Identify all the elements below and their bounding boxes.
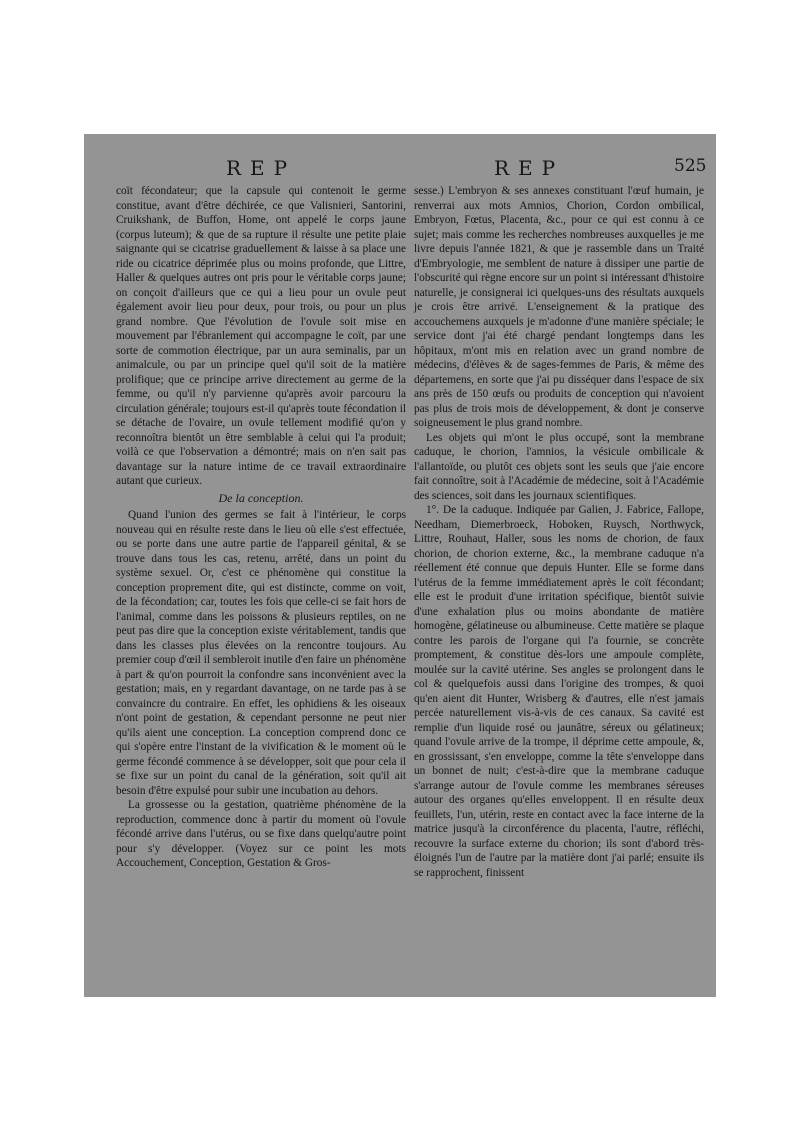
scanned-page (84, 134, 716, 997)
right-column (414, 184, 704, 880)
left-paragraph-1: coït fécondateur; que la capsule qui contenoit le germe constitue, avant d'être déchirée, ce que Valisnieri, Santorini, Cruikshank, de Buffon, Home, ont appelé le corps jaune (corpus luteum); & que de sa rupture il résulte une petite plaie saignante qui se cicatrise graduellement & laisse à sa place une ride ou cicatrice déprimée plus ou moins profonde, que Littre, Haller & quelques autres ont pris pour le véritable corps jaune; on conçoit d'ailleurs que ce qui a lieu pour un ovule peut également avoir lieu pour deux, pour trois, ou pour un plus grand nombre. Que l'évolution de l'ovule soit mise en mouvement par l'ébranlement qui accompagne le coït, par une sorte de commotion électrique, par un aura seminalis, par un animalcule, ou par un principe quel qu'il soit de la matière prolifique; que ce principe arrive directement au germe de la femme, ou qu'il n'y parvienne qu'après avoir parcouru la circulation générale; toujours est-il qu'après toute fécondation il se détache de l'ovaire, un ovule tellement modifié qu'on y reconnoîtra bientôt un être semblable à celui qui l'a produit; voilà ce que l'observation a démontré; mais on n'en sait pas davantage sur la nature intime de ce travail extraordinaire autant que curieux. (116, 185, 406, 487)
left-paragraph-2: Quand l'union des germes se fait à l'intérieur, le corps nouveau qui en résulte reste dans le lieu où elle s'est effectuée, ou se porte dans une autre partie de l'appareil génital, & se trouve dans tous les cas, retenu, arrêté, dans un point du système sexuel. Or, c'est ce phénomène qui constitue la conception proprement dite, qui est distincte, comme on voit, de la fécondation; car, toutes les fois que celle-ci se fait hors de l'animal, comme dans les poissons & plusieurs reptiles, on ne peut pas dire que la conception existe véritablement, tandis que dans les classes plus élevées on la rencontre toujours. Au premier coup d'œil il sembleroit inutile d'en faire un phénomène à part & qu'on pourroit la confondre sans inconvénient avec la gestation; mais, en y regardant davantage, on ne tarde pas à se convaincre du contraire. En effet, les ophidiens & les oiseaux n'ont point de gestation, & cependant personne ne peut nier qu'ils aient une conception. La conception comprend donc ce qui s'opère entre l'instant de la vivification & le moment où le germe fécondé commence à se développer, soit que pour cela il se fixe sur un point du canal de la génération, soit qu'il ait besoin d'être expulsé pour subir une incubation au dehors. (116, 509, 406, 797)
right-paragraph-1: sesse.) L'embryon & ses annexes constituant l'œuf humain, je renverrai aux mots Amnios, Chorion, Cordon ombilical, Embryon, Fœtus, Placenta, &c., pour ce qui est connu à ce sujet; mais comme les recherches nombreuses auxquelles je me livre depuis l'année 1821, & que je rassemble dans un Traité d'Embryologie, me semblent de nature à dissiper une partie de l'obscurité qui règne encore sur un point si intéressant d'histoire naturelle, je consignerai ici quelques-uns des résultats auxquels je crois être arrivé. L'enseignement & la pratique des accouchemens auxquels je m'adonne d'une manière spéciale; le service dont j'ai été chargé pendant longtemps dans les hôpitaux, m'ont mis en relation avec un grand nombre de médecins, d'élèves & de sages-femmes de Paris, & même des départemens, en sorte que j'ai pu disséquer dans l'espace de six ans près de 150 œufs ou produits de conception qui n'avoient pas plus de trois mois de développement, & dont je conserve soigneusement le plus grand nombre. (414, 185, 704, 429)
page-number: 525 (674, 156, 707, 176)
right-paragraph-2: Les objets qui m'ont le plus occupé, sont la membrane caduque, le chorion, l'amnios, la vésicule ombilicale & l'allantoïde, ou plutôt ces objets sont les seuls que j'aie encore fait connoître, soit à l'Académie de médecine, soit à l'Académie des sciences, soit dans les journaux scientifiques. (414, 431, 704, 502)
left-running-head: REP (226, 156, 297, 180)
left-column (116, 184, 406, 871)
right-paragraph-3: 1°. De la caduque. Indiquée par Galien, J. Fabrice, Fallope, Needham, Diemerbroeck, Hoboken, Ruysch, Northwyck, Littre, Rouhaut, Haller, sous les noms de chorion, de faux chorion, de chorion externe, &c., la membrane caduque n'a réellement été connue que depuis Hunter. Elle se forme dans l'utérus de la femme immédiatement après le coït fécondant; elle est le produit d'une irritation spécifique, bientôt suivie d'une exhalation plus ou moins abondante de matière homogène, gélatineuse ou albumineuse. Cette matière se plaque contre les parois de l'organe qui l'a fournie, se concrète promptement, & constitue dès-lors une ampoule complète, moulée sur la cavité utérine. Ses angles se prolongent dans le col & quelquefois aussi dans l'origine des trompes, & quoi qu'en aient dit Hunter, Wrisberg & d'autres, elle n'est jamais percée naturellement vis-à-vis de ces canaux. Sa cavité est remplie d'un liquide rosé ou jaunâtre, séreux ou gélatineux; quand l'ovule arrive de la trompe, il déprime cette ampoule, &, en grossissant, s'en enveloppe, comme la tête s'enveloppe dans un bonnet de nuit; c'est-à-dire que la membrane caduque s'arrange autour de l'ovule comme les membranes séreuses autour des organes qu'elles enveloppent. Il en résulte deux feuillets, l'un, utérin, reste en contact avec la face interne de la matrice jusqu'à la circonférence du placenta, l'autre, réfléchi, recouvre la surface externe du chorion; ils sont d'abord très-éloignés l'un de l'autre par la matière dont j'ai parlé; ensuite ils se rapprochent, finissent (414, 504, 704, 879)
left-paragraph-3: La grossesse ou la gestation, quatrième phénomène de la reproduction, commence donc à partir du moment où l'ovule fécondé arrive dans l'utérus, ou se fixe dans quelqu'autre point pour s'y développer. (Voyez sur ce point les mots Accouchement, Conception, Gestation & Gros- (116, 799, 406, 869)
section-title: De la conception. (218, 490, 304, 505)
right-running-head: REP (494, 156, 565, 180)
